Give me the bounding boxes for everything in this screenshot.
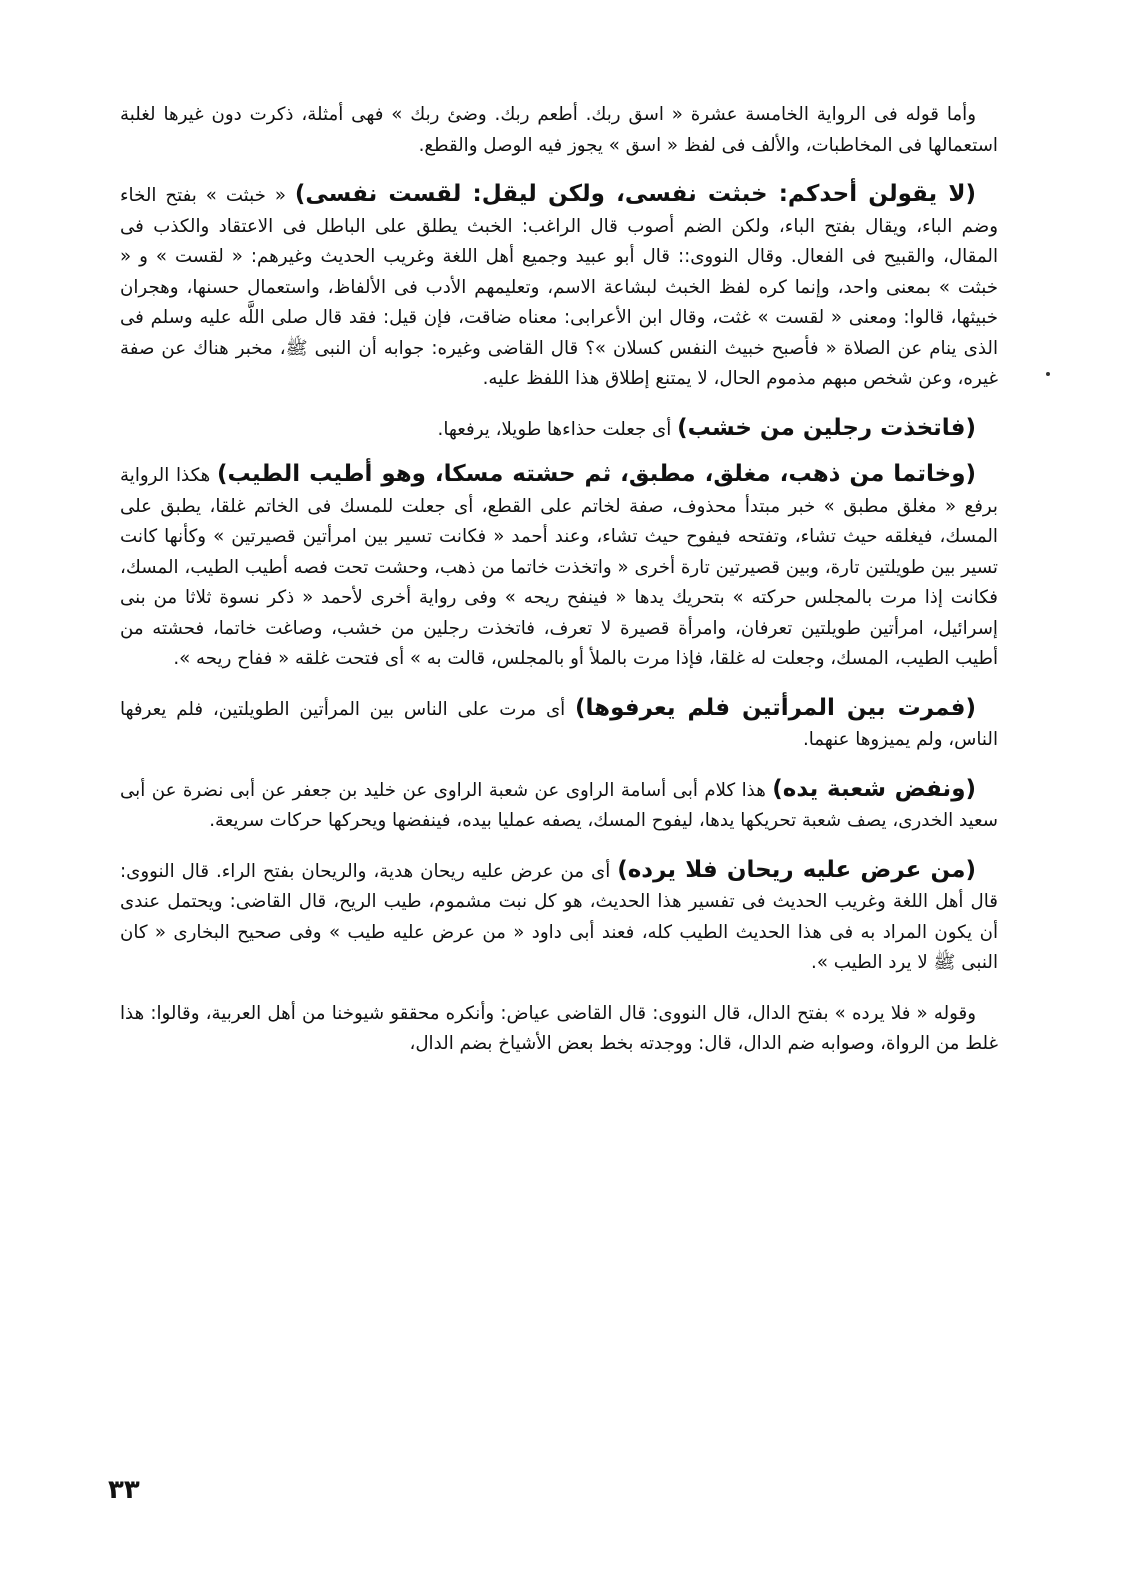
paragraph-1-text: وأما قوله فى الرواية الخامسة عشرة « اسق ربك. أطعم ربك. وضئ ربك » فهى أمثلة، ذكرت دون غيرها لغلبة استعمالها فى المخاطبات، والألف فى لفظ « اسق » يجوز فيه الوصل والقطع. [120, 104, 998, 156]
paragraph-2-heading: (لا يقولن أحدكم: خبثت نفسى، ولكن ليقل: لقست نفسى) [294, 181, 976, 207]
paragraph-4-heading: (وخاتما من ذهب، مغلق، مطبق، ثم حشته مسكا، وهو أطيب الطيب) [216, 461, 977, 487]
paragraph-7-heading: (من عرض عليه ريحان فلا يرده) [617, 856, 976, 883]
paragraph-5-heading: (فمرت بين المرأتين فلم يعرفوها) [575, 694, 976, 721]
paragraph-6-text: هذا كلام أبى أسامة الراوى عن شعبة الراوى عن خليد بن جعفر عن أبى نضرة عن أبى سعيد الخدرى، يصف شعبة تحريكها يدها، ليفوح المسك، يصفه عمليا بيده، فينفضها ويحركها حركات سريعة. [120, 779, 998, 831]
paragraph-8-text: وقوله « فلا يرده » بفتح الدال، قال النووى: قال القاضى عياض: وأنكره محققو شيوخنا من أهل العربية، وقالوا: هذا غلط من الرواة، وصوابه ضم الدال، قال: ووجدته بخط بعض الأشياخ بضم الدال، [120, 1002, 998, 1054]
paragraph-3-heading: (فاتخذت رجلين من خشب) [677, 414, 976, 441]
paragraph-8 [120, 997, 998, 1060]
paragraph-6-heading: (ونفض شعبة يده) [772, 775, 976, 802]
paragraph-5-text: أى مرت على الناس بين المرأتين الطويلتين، فلم يعرفها الناس، ولم يميزوها عنهما. [120, 698, 998, 750]
paragraph-7 [120, 855, 998, 979]
paragraph-6 [120, 774, 998, 837]
stray-mark [1046, 372, 1050, 376]
page-body [120, 98, 998, 1078]
paragraph-7-text: أى من عرض عليه ريحان هدية، والريحان بفتح الراء. قال النووى: قال أهل اللغة وغريب الحديث فى تفسير هذا الحديث، هو كل نبت مشموم، طيب الريح، قال القاضى: ويحتمل عندى أن يكون المراد به فى هذا الحديث الطيب كله، فعند أبى داود « من عرض عليه طيب » وفى صحيح البخارى « كان النبى ﷺ لا يرد الطيب ». [120, 860, 998, 973]
paragraph-1 [120, 98, 998, 161]
paragraph-5 [120, 693, 998, 756]
paragraph-4 [120, 459, 998, 675]
paragraph-4-text: هكذا الرواية برفع « مغلق مطبق » خبر مبتدأ محذوف، صفة لخاتم على القطع، أى جعلت للمسك فى الخاتم غلقا، يطبق على المسك، فيغلقه حيث تشاء، وتفتحه فيفوح حيث تشاء، وعند أحمد « فكانت تسير بين امرأتين قصيرتين » وكأنها كانت تسير بين طويلتين تارة، وبين قصيرتين تارة أخرى « واتخذت خاتما من ذهب، وحشت تحت فصه أطيب الطيب، المسك، فكانت إذا مرت بالمجلس حركته » بتحريك يدها « فينفح ريحه » وفى رواية أخرى لأحمد « ذكر نسوة ثلاثا من بنى إسرائيل، امرأتين طويلتين تعرفان، وامرأة قصيرة لا تعرف، فاتخذت رجلين من خشب، وصاغت خاتما، فحشته من أطيب الطيب، المسك، وجعلت له غلقا، فإذا مرت بالملأ أو بالمجلس، قالت به » أى فتحت غلقه « ففاح ريحه ». [120, 465, 998, 669]
page-number: ٣٣ [108, 1475, 140, 1505]
paragraph-2-text: « خبثت » بفتح الخاء وضم الباء، ويقال بفتح الباء، ولكن الضم أصوب قال الراغب: الخبث يطلق على الباطل فى الاعتقاد والكذب فى المقال، والقبيح فى الفعال. وقال النووى:: قال أبو عبيد وجميع أهل اللغة وغريب الحديث وغيرهم: « لقست » و « خبثت » بمعنى واحد، وإنما كره لفظ الخبث لبشاعة الاسم، وتعليمهم الأدب فى الألفاظ، واستعمال حسنها، وهجران خبيثها، قالوا: ومعنى « لقست » غثت، وقال ابن الأعرابى: معناه ضاقت، فإن قيل: فقد قال صلى اللَّه عليه وسلم فى الذى ينام عن الصلاة « فأصبح خبيث النفس كسلان »؟ قال القاضى وغيره: جوابه أن النبى ﷺ، مخبر هناك عن صفة غيره، وعن شخص مبهم مذموم الحال، لا يمتنع إطلاق هذا اللفظ عليه. [120, 185, 998, 389]
paragraph-3-text: أى جعلت حذاءها طويلا، يرفعها. [437, 418, 678, 440]
paragraph-3 [120, 413, 998, 446]
paragraph-2 [120, 179, 998, 395]
